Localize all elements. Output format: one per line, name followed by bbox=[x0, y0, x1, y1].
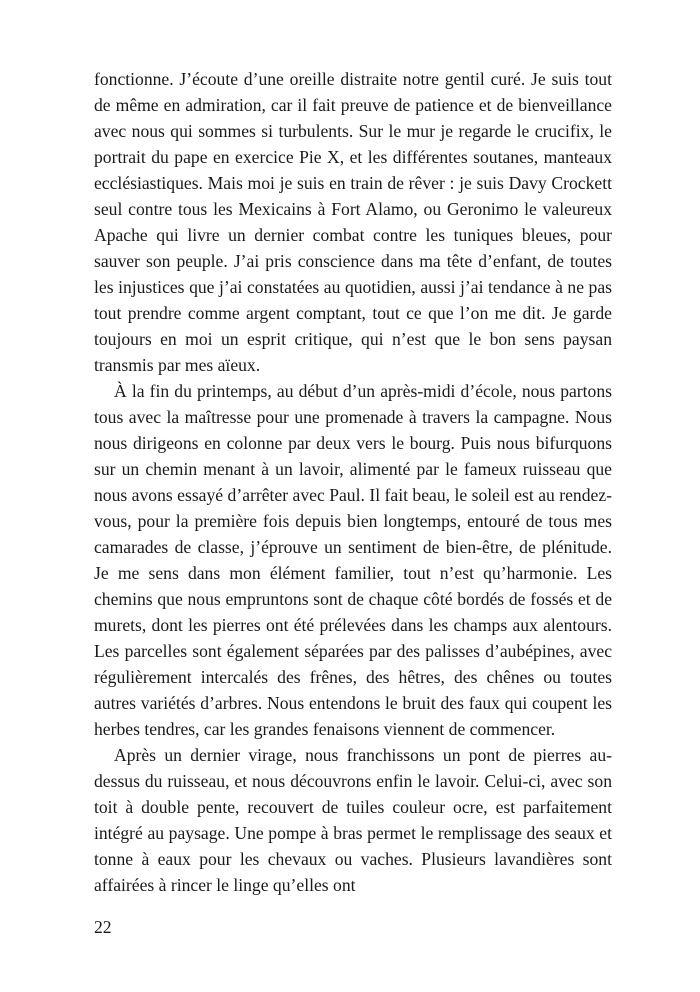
paragraph-2: À la fin du printemps, au début d’un après-midi d’école, nous partons tous avec la maîtresse pour une promenade à travers la campagne. Nous nous dirigeons en colonne par deux vers le bourg. Puis nous bifurquons sur un chemin menant à un lavoir, alimenté par le fameux ruisseau que nous avons essayé d’arrêter avec Paul. Il fait beau, le soleil est au rendez-vous, pour la première fois depuis bien longtemps, entouré de tous mes camarades de classe, j’éprouve un sentiment de bien-être, de plénitude. Je me sens dans mon élément familier, tout n’est qu’harmonie. Les chemins que nous empruntons sont de chaque côté bordés de fossés et de murets, dont les pierres ont été prélevées dans les champs aux alentours. Les parcelles sont également séparées par des palisses d’aubépines, avec régulièrement intercalés des frênes, des hêtres, des chênes ou toutes autres variétés d’arbres. Nous entendons le bruit des faux qui coupent les herbes tendres, car les grandes fenaisons viennent de commencer. bbox=[94, 381, 612, 739]
paragraph-1: fonctionne. J’écoute d’une oreille distraite notre gentil curé. Je suis tout de même en admiration, car il fait preuve de patience et de bienveillance avec nous qui sommes si turbulents. Sur le mur je regarde le crucifix, le portrait du pape en exercice Pie X, et les différentes soutanes, manteaux ecclésiastiques. Mais moi je suis en train de rêver : je suis Davy Crockett seul contre tous les Mexicains à Fort Alamo, ou Geronimo le valeureux Apache qui livre un dernier combat contre les tuniques bleues, pour sauver son peuple. J’ai pris conscience dans ma tête d’enfant, de toutes les injustices que j’ai constatées au quotidien, aussi j’ai tendance à ne pas tout prendre comme argent comptant, tout ce que l’on me dit. Je garde toujours en moi un esprit critique, qui n’est que le bon sens paysan transmis par mes aïeux. bbox=[94, 69, 612, 375]
page-number: 22 bbox=[94, 917, 112, 937]
body-text bbox=[94, 66, 612, 898]
paragraph-3: Après un dernier virage, nous franchissons un pont de pierres au-dessus du ruisseau, et nous découvrons enfin le lavoir. Celui-ci, avec son toit à double pente, recouvert de tuiles couleur ocre, est parfaitement intégré au paysage. Une pompe à bras permet le remplissage des seaux et tonne à eaux pour les chevaux ou vaches. Plusieurs lavandières sont affairées à rincer le linge qu’elles ont bbox=[94, 745, 612, 895]
